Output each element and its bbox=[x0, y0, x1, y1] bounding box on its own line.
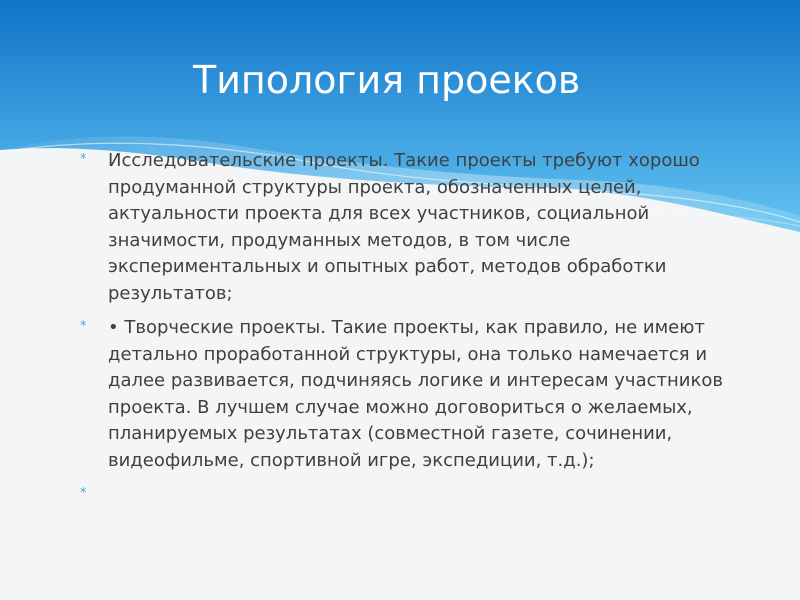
list-item bbox=[80, 148, 740, 307]
bullet-text: • Творческие проекты. Такие проекты, как правило, не имеют детально проработанной структуры, она только намечается и далее развивается, подчиняясь логике и интересам участников проекта. В лучшем случае можно договориться о желаемых, планируемых результатах (совместной газете, сочинении, видеофильме, спортивной игре, экспедиции, т.д.); bbox=[108, 317, 723, 471]
list-item bbox=[80, 315, 740, 474]
bullet-text: Исследовательские проекты. Такие проекты требуют хорошо продуманной структуры проекта, обозначенных целей, актуальности проекта для всех участников, социальной значимости, продуманных методов, в том числе экспериментальных и опытных работ, методов обработки результатов; bbox=[108, 150, 700, 304]
slide-title: Типология проеков bbox=[193, 58, 581, 102]
asterisk-bullet-icon: * bbox=[80, 152, 87, 167]
asterisk-bullet-icon: * bbox=[80, 486, 87, 501]
asterisk-bullet-icon: * bbox=[80, 319, 87, 334]
bullet-list bbox=[80, 148, 740, 501]
